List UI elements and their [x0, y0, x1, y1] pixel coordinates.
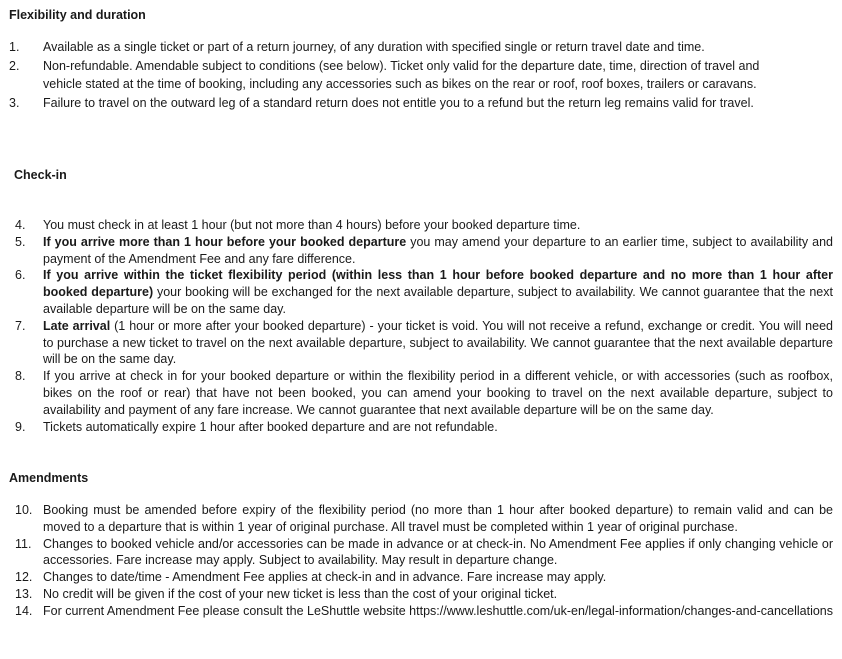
- amendments-heading: Amendments: [9, 471, 89, 485]
- item-number: 12.: [15, 570, 33, 585]
- item-bold-text: Late arrival: [43, 318, 111, 333]
- list-item: [0, 94, 842, 113]
- item-text: Failure to travel on the outward leg of a standard return does not entitle you to a refund but the return leg remains valid for travel.: [43, 95, 754, 110]
- item-number: 10.: [15, 503, 33, 517]
- list-item: [0, 234, 842, 268]
- item-number: 7.: [15, 318, 26, 333]
- item-text: Non-refundable. Amendable subject to conditions (see below). Ticket only valid for the departure date, time, direction of travel and vehicle stated at the time of booking, including any accessories such as bikes on the rear or roof, roof boxes, trailers or caravans.: [43, 58, 760, 92]
- item-number: 5.: [15, 234, 26, 249]
- list-item: [0, 586, 842, 603]
- item-number: 8.: [15, 369, 26, 384]
- list-item: [0, 502, 842, 536]
- checkin-heading: Check-in: [14, 168, 67, 182]
- item-text: Changes to booked vehicle and/or accessories can be made in advance or at check-in. No Amendment Fee applies if only changing vehicle or accessories. Fare increase may apply. Subject to availability. May result in departure change.: [43, 536, 833, 568]
- list-item: [0, 57, 842, 94]
- item-number: 6.: [15, 268, 26, 283]
- item-text: Tickets automatically expire 1 hour after booked departure and are not refundable.: [43, 419, 498, 434]
- checkin-list: [0, 217, 842, 435]
- item-text: your booking will be exchanged for the next available departure, subject to availability. We cannot guarantee that the next available departure will be on the same day.: [43, 285, 833, 316]
- flexibility-heading: Flexibility and duration: [9, 8, 146, 22]
- item-text: If you arrive at check in for your booked departure or within the flexibility period in a different vehicle, or with accessories (such as roofbox, bikes on the roof or rear) that have not been booked, you can amend your booking to travel on the next available departure, subject to availability and payment of any fare increase. We cannot guarantee that next available departure will be on the same day.: [43, 369, 833, 417]
- item-text: Changes to date/time - Amendment Fee applies at check-in and in advance. Fare increase may apply.: [43, 570, 607, 585]
- list-item: [0, 603, 842, 620]
- flexibility-list: [0, 38, 842, 112]
- item-bold-text: If you arrive more than 1 hour before your booked departure: [43, 234, 407, 249]
- item-text: you may amend your departure to an earlier time, subject to availability and payment of the Amendment Fee and any fare difference.: [43, 234, 833, 266]
- amendments-list: [0, 502, 842, 620]
- item-text: Booking must be amended before expiry of the flexibility period (no more than 1 hour after booked departure) to remain valid and can be moved to a departure that is within 1 year of original purchase. All travel must be completed within 1 year of original purchase.: [43, 503, 833, 534]
- list-item: [0, 569, 842, 586]
- list-item: [0, 267, 842, 317]
- item-number: 3.: [9, 95, 20, 110]
- item-number: 4.: [15, 218, 26, 232]
- item-number: 11.: [15, 536, 32, 551]
- list-item: [0, 38, 842, 57]
- item-number: 9.: [15, 419, 26, 434]
- item-text: (1 hour or more after your booked departure) - your ticket is void. You will not receive a refund, exchange or credit. You will need to purchase a new ticket to travel on the next available departure, subject to availability. We cannot guarantee that the next available departure will be on the same day.: [43, 318, 833, 367]
- item-number: 2.: [9, 58, 20, 73]
- item-bold-text: If you arrive within the ticket flexibility period (within less than 1 hour before booked departure and no more than 1 hour after booked departure): [43, 268, 833, 300]
- item-text: No credit will be given if the cost of your new ticket is less than the cost of your original ticket.: [43, 586, 558, 601]
- item-number: 14.: [15, 603, 33, 618]
- item-number: 1.: [9, 40, 20, 54]
- item-text: Available as a single ticket or part of a return journey, of any duration with specified single or return travel date and time.: [43, 40, 705, 54]
- list-item: [0, 217, 842, 234]
- item-text: You must check in at least 1 hour (but not more than 4 hours) before your booked departure time.: [43, 218, 581, 232]
- list-item: [0, 368, 842, 418]
- list-item: [0, 536, 842, 570]
- list-item: [0, 318, 842, 368]
- item-number: 13.: [15, 586, 33, 601]
- item-text: For current Amendment Fee please consult the LeShuttle website https://www.leshuttle.com/uk-en/legal-information/changes-and-cancellations: [43, 603, 834, 618]
- list-item: [0, 419, 842, 436]
